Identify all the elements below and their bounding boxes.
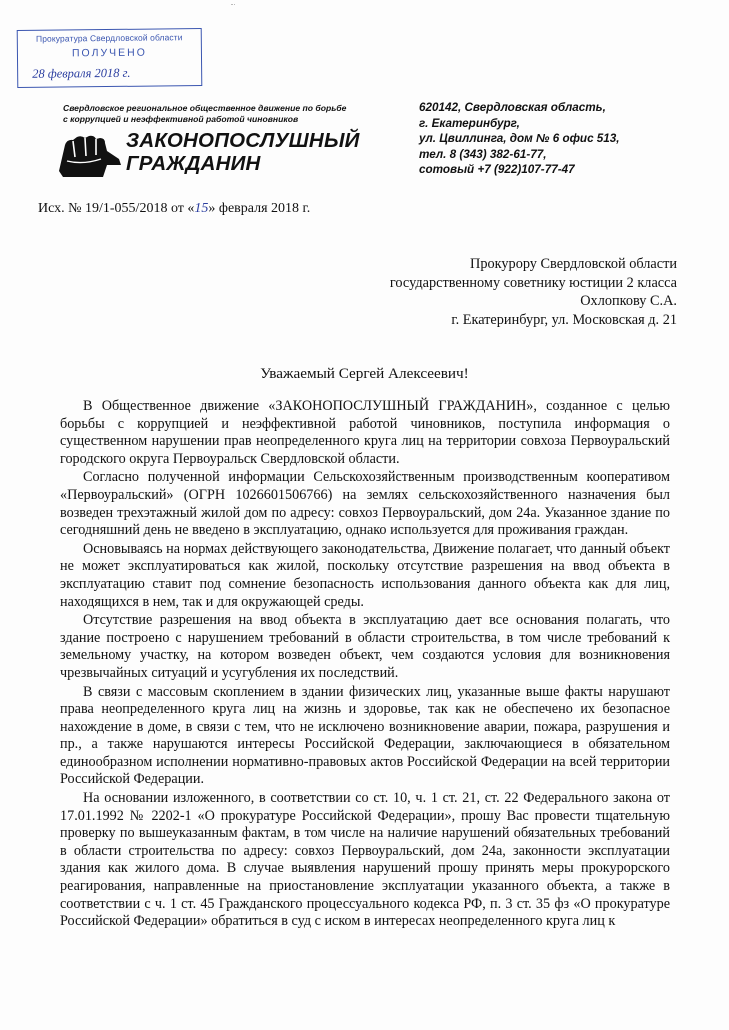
address-mobile: сотовый +7 (922)107-77-47 [419, 163, 575, 177]
stamp-date: 28 февраля 2018 г. [32, 65, 131, 81]
outgoing-reference [38, 201, 310, 217]
address-line: г. Екатеринбург, [419, 116, 520, 130]
body-paragraph: В Общественное движение «ЗАКОНОПОСЛУШНЫЙ ГРАЖДАНИН», созданное с целью борьбы с коррупцией и неэффективной работой чиновников, поступила информация о существенном нарушении прав неопределенного круга лиц на территории совхоза Первоуральский городского округа Первоуральск Свердловской области. [60, 398, 670, 467]
reference-prefix: Исх. № 19/1-055/2018 от « [38, 201, 195, 216]
org-name-line2: ГРАЖДАНИН [126, 152, 261, 175]
greeting: Уважаемый Сергей Алексеевич! [260, 365, 469, 382]
scan-mark [231, 4, 235, 8]
body-paragraph: Основываясь на нормах действующего законодательства, Движение полагает, что данный объект не может эксплуатироваться как жилой, поскольку отсутствие разрешения на ввод объекта в эксплуатацию ставит под сомнение безопасность использования данного объекта как для лиц, находящихся в нем, так и для окружающей среды. [60, 540, 670, 610]
org-name [126, 129, 360, 175]
addressee-line: Прокурору Свердловской области [470, 256, 677, 272]
address-line: ул. Цвиллинга, дом № 6 офис 513, [419, 132, 620, 146]
body-paragraph: В связи с массовым скоплением в здании физических лиц, указанные выше факты нарушают права неопределенного круга лиц на жизнь и здоровье, так как не обеспечено их безопасное нахождение в доме, в связи с тем, что не исключено возникновение аварии, пожара, разрушения и пр., а также нарушаются интересы Российской Федерации, заключающиеся в обязательном единообразном исполнении нормативно-правовых актов Российской Федерации на всей территории Российской Федерации. [60, 683, 670, 788]
org-subtitle: Свердловское региональное общественное движение по борьбе с коррупцией и неэффективной работой чиновников [63, 103, 347, 124]
fist-logo-icon [55, 131, 125, 181]
org-address [419, 100, 620, 178]
received-stamp [17, 28, 203, 88]
org-name-line1: ЗАКОНОПОСЛУШНЫЙ [126, 129, 360, 152]
body-paragraph: На основании изложенного, в соответствии со ст. 10, ч. 1 ст. 21, ст. 22 Федерального закона от 17.01.1992 № 2202-1 «О прокуратуре Российской Федерации», прошу Вас провести тщательную проверку по вышеуказанным фактам, в том числе на наличие нарушений обязательных требований в области строительства по адресу: совхоз Первоуральский, дом 24а, законности эксплуатации здания как жилого дома. В случае выявления нарушений прошу принять меры прокурорского реагирования, направленные на приостановление эксплуатации указанного объекта, а также в соответствии с ч. 1 ст. 45 Гражданского процессуального кодекса РФ, п. 3 ст. 35 фз «О прокуратуре Российской Федерации» обратиться в суд с иском в интересах неопределенного круга лиц к [60, 790, 670, 930]
reference-day: 15 [194, 201, 209, 216]
stamp-org: Прокуратура Свердловской области [35, 32, 183, 44]
addressee-address: г. Екатеринбург, ул. Московская д. 21 [451, 311, 677, 328]
addressee-name: Охлопкову С.А. [580, 293, 677, 309]
body-paragraph: Отсутствие разрешения на ввод объекта в эксплуатацию дает все основания полагать, что здание построено с нарушением требований в области строительства, в том числе требований к земельному участку, на котором возведен объект, чем создаются условия для возникновения чрезвычайных ситуаций и усугубления их последствий. [60, 612, 670, 681]
body-paragraph: Согласно полученной информации Сельскохозяйственным производственным кооперативом «Первоуральский» (ОГРН 1026601506766) на землях сельскохозяйственного назначения был возведен трехэтажный жилой дом по адресу: совхоз Первоуральский, дом 24а. Указанное здание по сегодняшний день не введено в эксплуатацию, однако используется для проживания граждан. [60, 469, 670, 539]
addressee-block [390, 255, 677, 329]
letter-body [60, 398, 670, 932]
addressee-line: государственному советнику юстиции 2 класса [389, 274, 677, 291]
address-line: 620142, Свердловская область, [419, 101, 606, 114]
address-phone: тел. 8 (343) 382-61-77, [419, 147, 547, 161]
stamp-received: ПОЛУЧЕНО [71, 46, 147, 60]
reference-suffix: » февраля 2018 г. [208, 201, 311, 216]
